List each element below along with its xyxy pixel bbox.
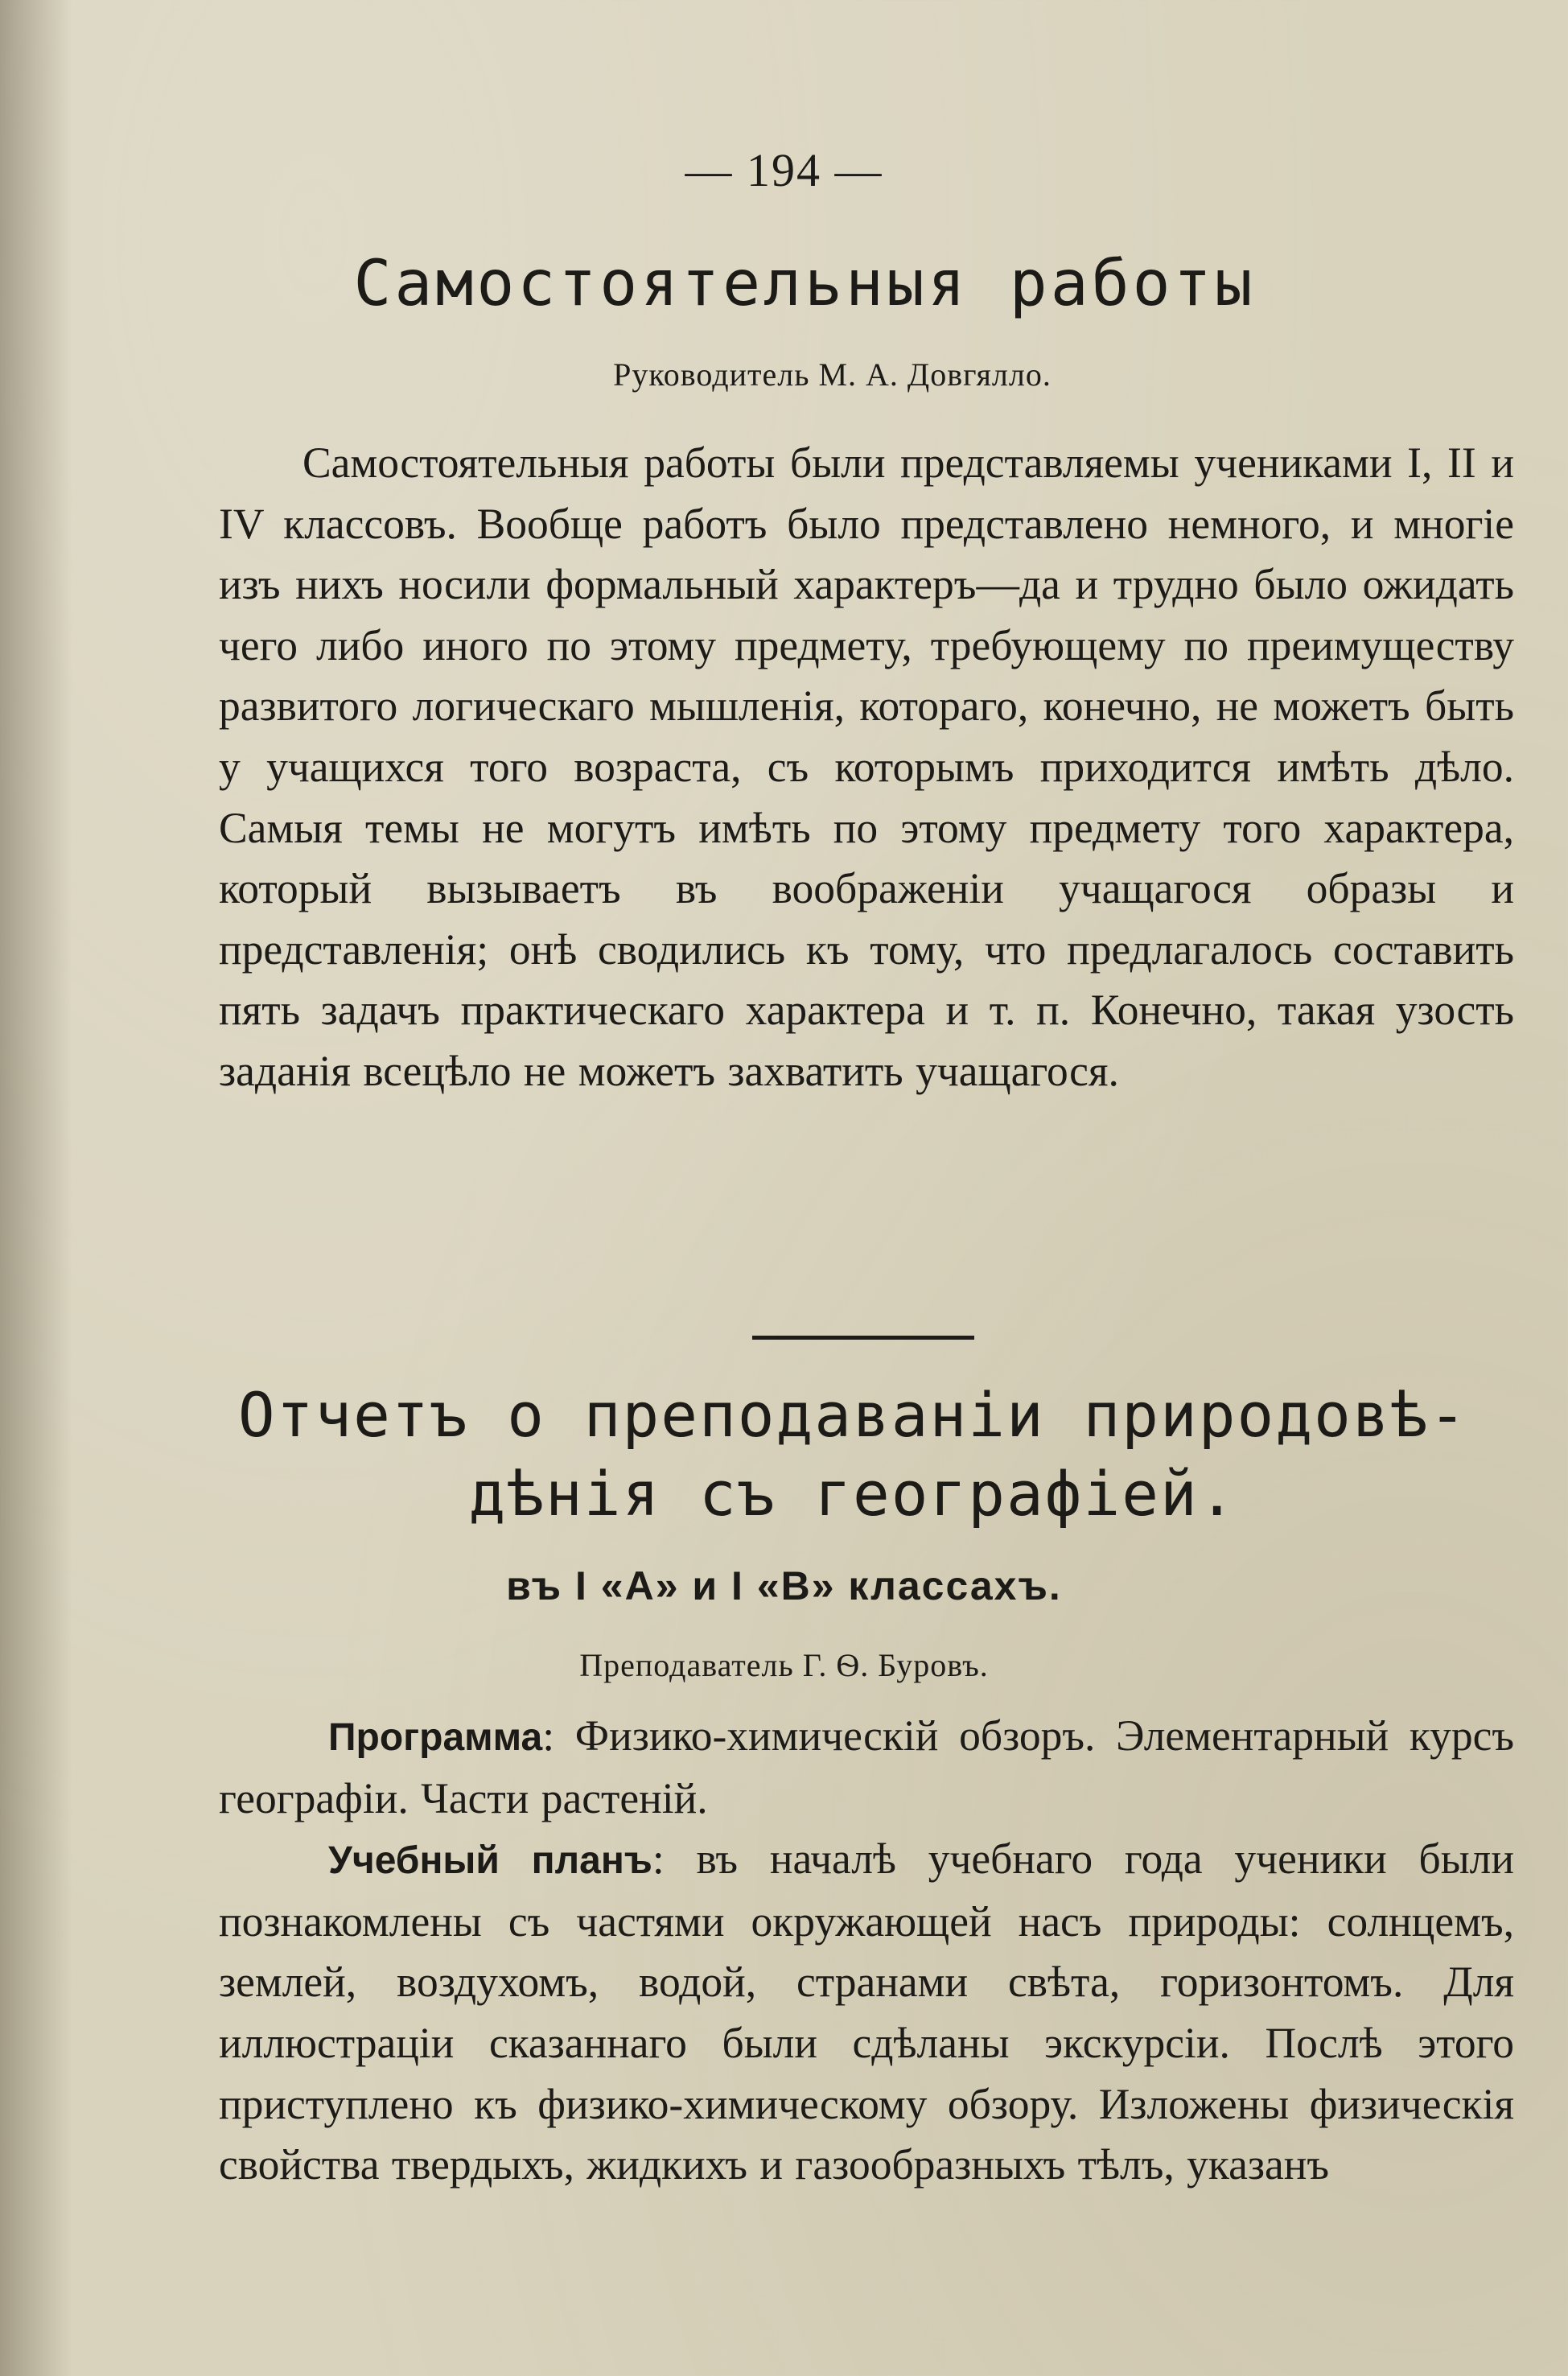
paragraph-study-plan [219,1829,1514,2196]
report-title [177,1376,1529,1534]
report-byline: Преподаватель Г. Ѳ. Буровъ. [579,1647,989,1683]
section-divider [752,1336,974,1340]
page-number: — 194 — [685,144,883,196]
report-title-line-1: Отчетъ о преподаваніи природовѣ- [237,1379,1468,1451]
paragraph-text: : въ началѣ учебнаго года ученики были познакомлены съ частями окружающей насъ природы: солнцемъ, землей, воздухомъ, водой, странами свѣта, горизонтомъ. Для иллюстраціи сказаннаго были сдѣланы экскурсіи. Послѣ этого приступлено къ физико-химическому обзору. Изложены физическія свойства твердыхъ, жидкихъ и газообразныхъ тѣлъ, указанъ [219,1835,1514,2189]
section-byline: Руководитель М. А. Довгялло. [613,356,1052,393]
section-body [219,433,1514,1102]
paragraph-program [219,1706,1514,1829]
section-title: Самостоятельныя работы [353,248,1256,320]
run-in-heading: Программа [328,1716,543,1759]
report-subtitle: въ I «А» и I «В» классахъ. [506,1563,1062,1608]
paragraph-text: : Физико-химическій обзоръ. Элементарный курсъ географіи. Части растеній. [219,1711,1514,1822]
paragraph: Самостоятельныя работы были представляемы учениками I, II и IV классовъ. Вообще работъ было представлено немного, и многіе изъ нихъ носили формальный характеръ—да и трудно было ожидать чего либо иного по этому предмету, требующему по преимуществу развитого логическаго мышленія, котораго, конечно, не можетъ быть у учащихся того возраста, съ которымъ приходится имѣть дѣло. Самыя темы не могутъ имѣть по этому предмету того характера, который вызываетъ въ воображеніи учащагося образы и представленія; онѣ сводились къ тому, что предлагалось составить пять задачъ практическаго характера и т. п. Конечно, такая узость заданія всецѣло не можетъ захватить учащагося. [219,439,1514,1095]
run-in-heading: Учебный планъ [328,1839,652,1883]
report-title-line-2: дѣнія съ географіей. [468,1458,1237,1530]
report-body [219,1706,1514,2196]
